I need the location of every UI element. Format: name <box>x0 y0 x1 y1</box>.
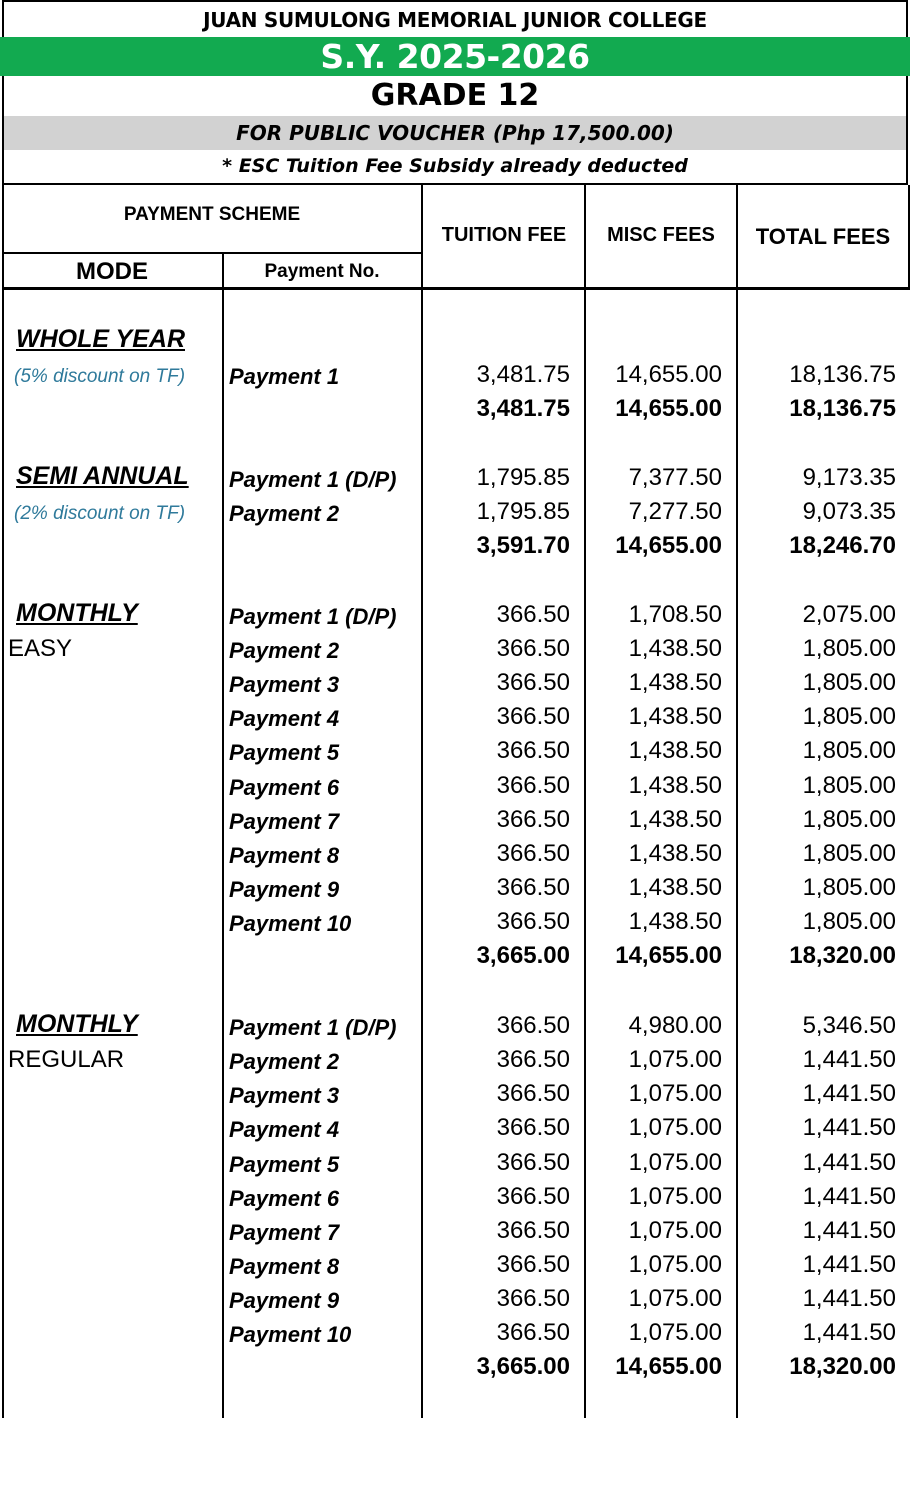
subsidy-note: * ESC Tuition Fee Subsidy already deducted <box>2 150 908 185</box>
payment-label: Payment 7 <box>229 809 340 834</box>
subtotal-misc: 14,655.00 <box>615 395 722 422</box>
misc-cell: 1,438.50 <box>628 806 722 833</box>
payment-label: Payment 1 <box>229 364 340 389</box>
total-cell: 1,441.50 <box>802 1114 896 1141</box>
subtotal-total: 18,320.00 <box>789 1353 896 1380</box>
payment-label: Payment 9 <box>229 877 340 902</box>
total-cell: 1,441.50 <box>802 1319 896 1346</box>
misc-cell: 1,438.50 <box>628 874 722 901</box>
total-cell: 1,441.50 <box>802 1080 896 1107</box>
tuition-cell: 366.50 <box>496 908 570 935</box>
total-cell: 1,441.50 <box>802 1285 896 1312</box>
tuition-cell: 366.50 <box>496 1114 570 1141</box>
tuition-cell: 366.50 <box>496 1285 570 1312</box>
misc-cell: 7,277.50 <box>628 498 722 525</box>
misc-cell: 1,438.50 <box>628 669 722 696</box>
misc-cell: 1,075.00 <box>628 1183 722 1210</box>
tuition-cell: 366.50 <box>496 703 570 730</box>
grid-line <box>2 290 4 1418</box>
total-cell: 1,805.00 <box>802 703 896 730</box>
payment-label: Payment 1 (D/P) <box>229 467 397 492</box>
misc-cell: 1,708.50 <box>628 601 722 628</box>
tuition-cell: 366.50 <box>496 1046 570 1073</box>
monthly-easy-subtitle: EASY <box>8 635 73 662</box>
tuition-cell: 366.50 <box>496 840 570 867</box>
tuition-cell: 1,795.85 <box>476 464 570 491</box>
tuition-cell: 366.50 <box>496 1183 570 1210</box>
misc-cell: 1,075.00 <box>628 1251 722 1278</box>
total-cell: 1,441.50 <box>802 1046 896 1073</box>
monthly-regular-subtitle: REGULAR <box>8 1046 125 1073</box>
tuition-cell: 1,795.85 <box>476 498 570 525</box>
tuition-cell: 366.50 <box>496 772 570 799</box>
total-cell: 1,805.00 <box>802 806 896 833</box>
subtotal-tuition: 3,481.75 <box>476 395 570 422</box>
subtotal-tuition: 3,665.00 <box>476 942 570 969</box>
tuition-cell: 366.50 <box>496 1080 570 1107</box>
payment-label: Payment 5 <box>229 740 340 765</box>
payment-label: Payment 2 <box>229 501 340 526</box>
payment-label: Payment 6 <box>229 775 340 800</box>
misc-cell: 1,438.50 <box>628 737 722 764</box>
total-fees-header: TOTAL FEES <box>755 224 891 249</box>
payment-label: Payment 4 <box>229 1117 340 1142</box>
total-cell: 1,805.00 <box>802 737 896 764</box>
payment-label: Payment 9 <box>229 1288 340 1313</box>
tuition-cell: 366.50 <box>496 635 570 662</box>
misc-cell: 1,075.00 <box>628 1114 722 1141</box>
misc-cell: 1,075.00 <box>628 1217 722 1244</box>
tuition-cell: 366.50 <box>496 1217 570 1244</box>
misc-cell: 7,377.50 <box>628 464 722 491</box>
total-cell: 18,136.75 <box>789 361 896 388</box>
subtotal-total: 18,246.70 <box>789 532 896 559</box>
total-cell: 1,805.00 <box>802 772 896 799</box>
subtotal-tuition: 3,665.00 <box>476 1353 570 1380</box>
subtotal-misc: 14,655.00 <box>615 942 722 969</box>
misc-cell: 14,655.00 <box>615 361 722 388</box>
tuition-cell: 366.50 <box>496 806 570 833</box>
payment-label: Payment 3 <box>229 1083 340 1108</box>
whole-year-discount: (5% discount on TF) <box>14 366 186 387</box>
payment-label: Payment 10 <box>229 911 352 936</box>
grade-title: GRADE 12 <box>2 76 908 116</box>
payment-label: Payment 2 <box>229 638 340 663</box>
payment-no-header: Payment No. <box>264 261 380 282</box>
payment-label: Payment 10 <box>229 1322 352 1347</box>
misc-cell: 1,075.00 <box>628 1285 722 1312</box>
grid-line <box>421 185 423 1418</box>
tuition-cell: 366.50 <box>496 1149 570 1176</box>
total-cell: 1,805.00 <box>802 635 896 662</box>
total-cell: 1,805.00 <box>802 840 896 867</box>
grid-line <box>2 287 908 290</box>
school-year-banner: S.Y. 2025-2026 <box>0 37 910 76</box>
misc-cell: 1,075.00 <box>628 1080 722 1107</box>
misc-cell: 1,075.00 <box>628 1319 722 1346</box>
payment-label: Payment 7 <box>229 1220 340 1245</box>
tuition-cell: 366.50 <box>496 737 570 764</box>
semi-annual-discount: (2% discount on TF) <box>14 503 186 524</box>
total-cell: 1,441.50 <box>802 1149 896 1176</box>
total-cell: 1,805.00 <box>802 669 896 696</box>
payment-label: Payment 1 (D/P) <box>229 1015 397 1040</box>
misc-fees-header: MISC FEES <box>607 224 715 246</box>
semi-annual-title: SEMI ANNUAL <box>16 462 189 490</box>
payment-label: Payment 8 <box>229 1254 340 1279</box>
whole-year-title: WHOLE YEAR <box>16 325 185 353</box>
grid-line <box>222 253 224 1418</box>
monthly-regular-title: MONTHLY <box>16 1010 138 1038</box>
tuition-cell: 366.50 <box>496 1251 570 1278</box>
payment-label: Payment 5 <box>229 1152 340 1177</box>
subtotal-misc: 14,655.00 <box>615 1353 722 1380</box>
mode-header: MODE <box>76 258 148 285</box>
misc-cell: 1,438.50 <box>628 772 722 799</box>
total-cell: 1,441.50 <box>802 1217 896 1244</box>
tuition-cell: 366.50 <box>496 601 570 628</box>
total-cell: 9,173.35 <box>802 464 896 491</box>
payment-label: Payment 3 <box>229 672 340 697</box>
total-cell: 1,441.50 <box>802 1251 896 1278</box>
payment-label: Payment 2 <box>229 1049 340 1074</box>
grid-line <box>2 252 423 254</box>
tuition-cell: 366.50 <box>496 874 570 901</box>
subtotal-total: 18,136.75 <box>789 395 896 422</box>
voucher-note: FOR PUBLIC VOUCHER (Php 17,500.00) <box>2 116 908 150</box>
tuition-cell: 366.50 <box>496 1012 570 1039</box>
total-cell: 2,075.00 <box>802 601 896 628</box>
tuition-fee-header: TUITION FEE <box>441 224 567 246</box>
monthly-easy-title: MONTHLY <box>16 599 138 627</box>
subtotal-total: 18,320.00 <box>789 942 896 969</box>
tuition-cell: 366.50 <box>496 1319 570 1346</box>
payment-scheme-header: PAYMENT SCHEME <box>123 204 301 225</box>
total-cell: 9,073.35 <box>802 498 896 525</box>
misc-cell: 1,075.00 <box>628 1149 722 1176</box>
payment-label: Payment 4 <box>229 706 340 731</box>
total-cell: 5,346.50 <box>802 1012 896 1039</box>
subtotal-tuition: 3,591.70 <box>476 532 570 559</box>
misc-cell: 1,438.50 <box>628 840 722 867</box>
payment-label: Payment 8 <box>229 843 340 868</box>
misc-cell: 1,438.50 <box>628 703 722 730</box>
payment-label: Payment 6 <box>229 1186 340 1211</box>
total-cell: 1,441.50 <box>802 1183 896 1210</box>
misc-cell: 4,980.00 <box>628 1012 722 1039</box>
subtotal-misc: 14,655.00 <box>615 532 722 559</box>
misc-cell: 1,075.00 <box>628 1046 722 1073</box>
total-cell: 1,805.00 <box>802 908 896 935</box>
tuition-cell: 366.50 <box>496 669 570 696</box>
misc-cell: 1,438.50 <box>628 635 722 662</box>
school-name: JUAN SUMULONG MEMORIAL JUNIOR COLLEGE <box>2 0 908 37</box>
tuition-cell: 3,481.75 <box>476 361 570 388</box>
total-cell: 1,805.00 <box>802 874 896 901</box>
payment-label: Payment 1 (D/P) <box>229 604 397 629</box>
misc-cell: 1,438.50 <box>628 908 722 935</box>
